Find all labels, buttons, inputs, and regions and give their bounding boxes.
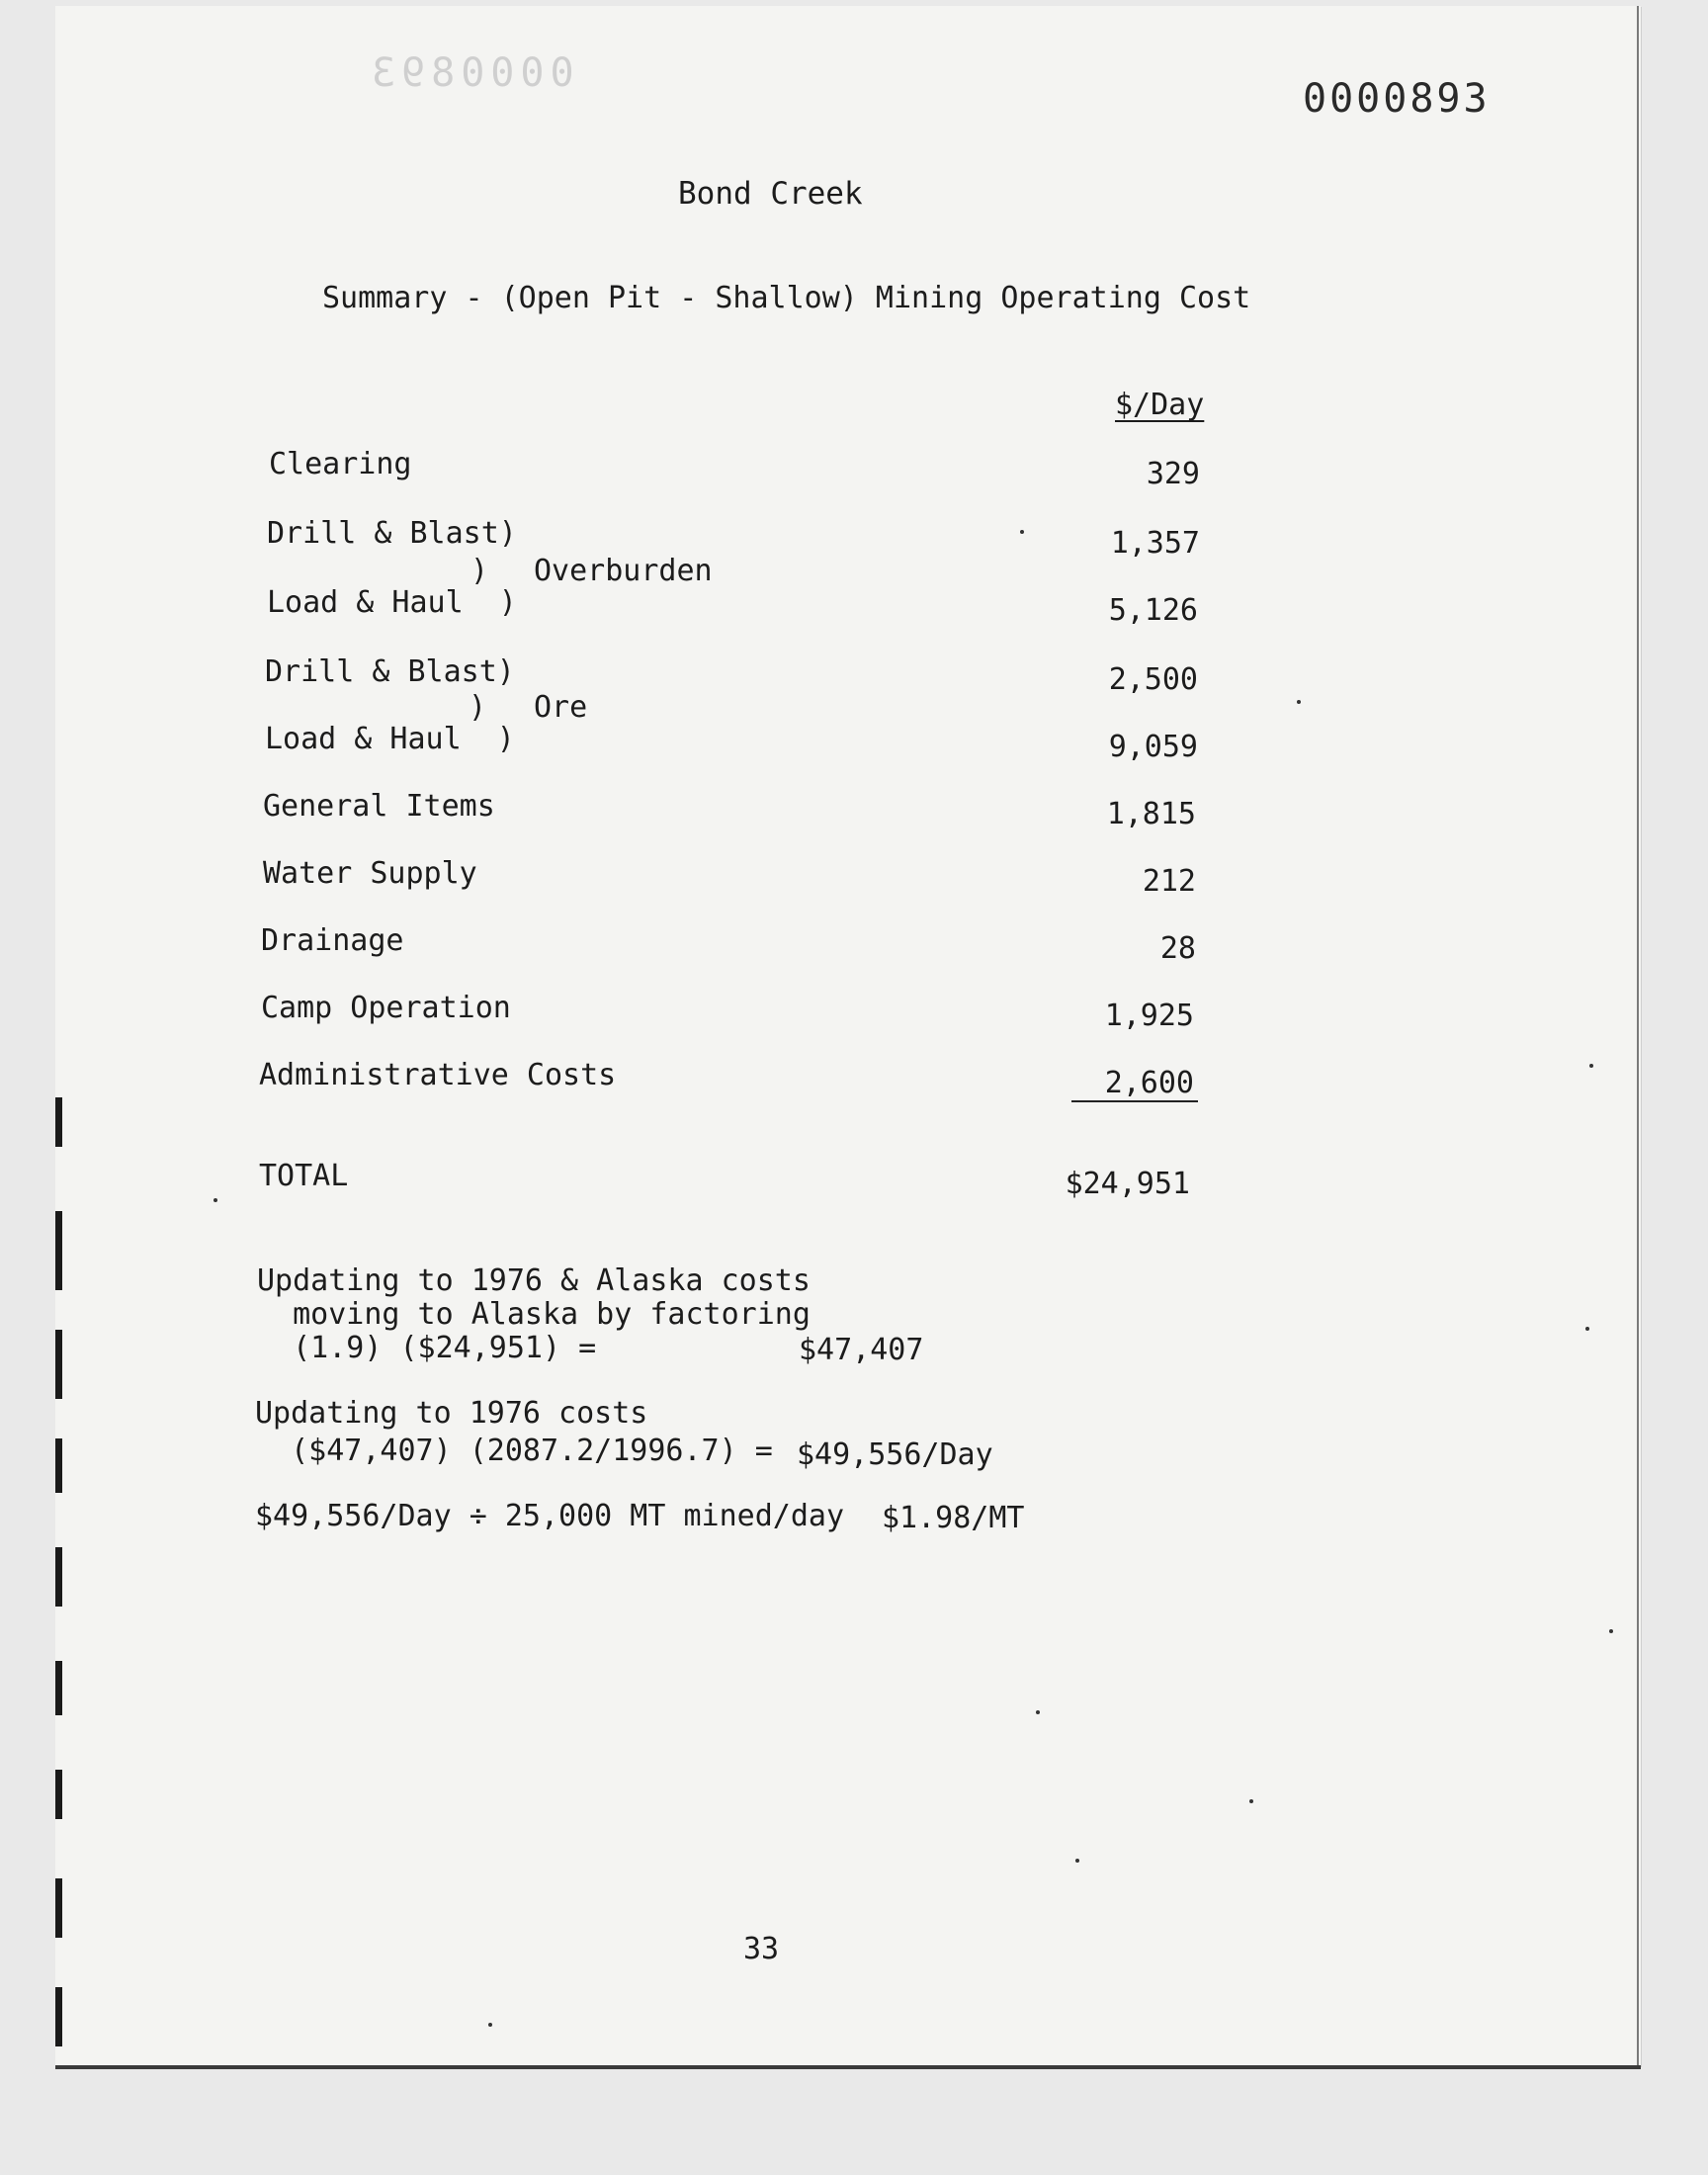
binding-mark — [55, 1878, 62, 1938]
row-value: 28 — [1159, 931, 1196, 966]
group-label-ore: Ore — [534, 690, 588, 725]
scan-speck — [1075, 1859, 1079, 1863]
row-value: 9,059 — [1108, 730, 1198, 764]
scan-speck — [1020, 530, 1024, 534]
binding-mark — [55, 1547, 62, 1607]
row-label: General Items — [263, 789, 495, 824]
note-line: Updating to 1976 & Alaska costs — [257, 1263, 811, 1298]
note-line: ($47,407) (2087.2/1996.7) = — [255, 1434, 773, 1468]
binding-mark — [55, 1987, 62, 2046]
row-value: 1,815 — [1106, 797, 1196, 831]
row-label: Administrative Costs — [259, 1058, 617, 1092]
scan-speck — [1589, 1064, 1593, 1068]
page-title: Bond Creek — [678, 176, 863, 212]
row-label: Load & Haul ) — [267, 585, 517, 620]
page-edge — [1637, 6, 1639, 2068]
row-value: 1,357 — [1110, 526, 1200, 561]
row-label: Clearing — [269, 447, 412, 481]
scan-speck — [1585, 1327, 1589, 1331]
binding-mark — [55, 1097, 62, 1147]
column-header: $/Day — [1115, 388, 1205, 422]
row-value: 2,600 — [1104, 1066, 1194, 1100]
group-label-overburden: Overburden — [534, 554, 713, 588]
row-value: 2,500 — [1108, 662, 1198, 697]
row-value: 329 — [1146, 457, 1200, 491]
scan-speck — [488, 2023, 492, 2027]
row-label: Drainage — [261, 923, 404, 958]
scan-speck — [1249, 1799, 1253, 1803]
note-line: Updating to 1976 costs — [255, 1396, 648, 1431]
note-result: $1.98/MT — [882, 1501, 1025, 1535]
bracket: ) — [469, 690, 487, 725]
row-value: 1,925 — [1104, 999, 1194, 1033]
note-result: $47,407 — [799, 1333, 924, 1367]
page-edge — [55, 2065, 1641, 2069]
binding-mark — [55, 1330, 62, 1399]
scan-speck — [1297, 700, 1301, 704]
note-line: moving to Alaska by factoring — [257, 1297, 811, 1332]
page-subtitle: Summary - (Open Pit - Shallow) Mining Operating Cost — [322, 281, 1251, 315]
bleed-through-number: 0000893 — [366, 50, 574, 96]
document-number: 0000893 — [1303, 76, 1491, 122]
note-line: $49,556/Day ÷ 25,000 MT mined/day — [255, 1499, 845, 1533]
sum-rule — [1071, 1100, 1198, 1102]
bracket: ) — [470, 554, 489, 588]
row-value: 5,126 — [1108, 593, 1198, 628]
row-value: 212 — [1142, 864, 1196, 899]
note-result: $49,556/Day — [797, 1437, 993, 1472]
binding-mark — [55, 1770, 62, 1819]
scan-speck — [1609, 1629, 1613, 1633]
row-label: Drill & Blast) — [265, 654, 515, 689]
page-number: 33 — [743, 1932, 780, 1966]
total-value: $24,951 — [1065, 1167, 1190, 1201]
row-label: Water Supply — [263, 856, 477, 891]
scan-speck — [214, 1198, 217, 1202]
row-label: Camp Operation — [261, 991, 511, 1025]
binding-mark — [55, 1211, 62, 1290]
row-label: Drill & Blast) — [267, 516, 517, 551]
row-label: Load & Haul ) — [265, 722, 515, 756]
note-line: (1.9) ($24,951) = — [257, 1331, 597, 1365]
binding-mark — [55, 1438, 62, 1493]
total-label: TOTAL — [259, 1159, 349, 1193]
binding-mark — [55, 1661, 62, 1715]
scan-speck — [1036, 1710, 1040, 1714]
